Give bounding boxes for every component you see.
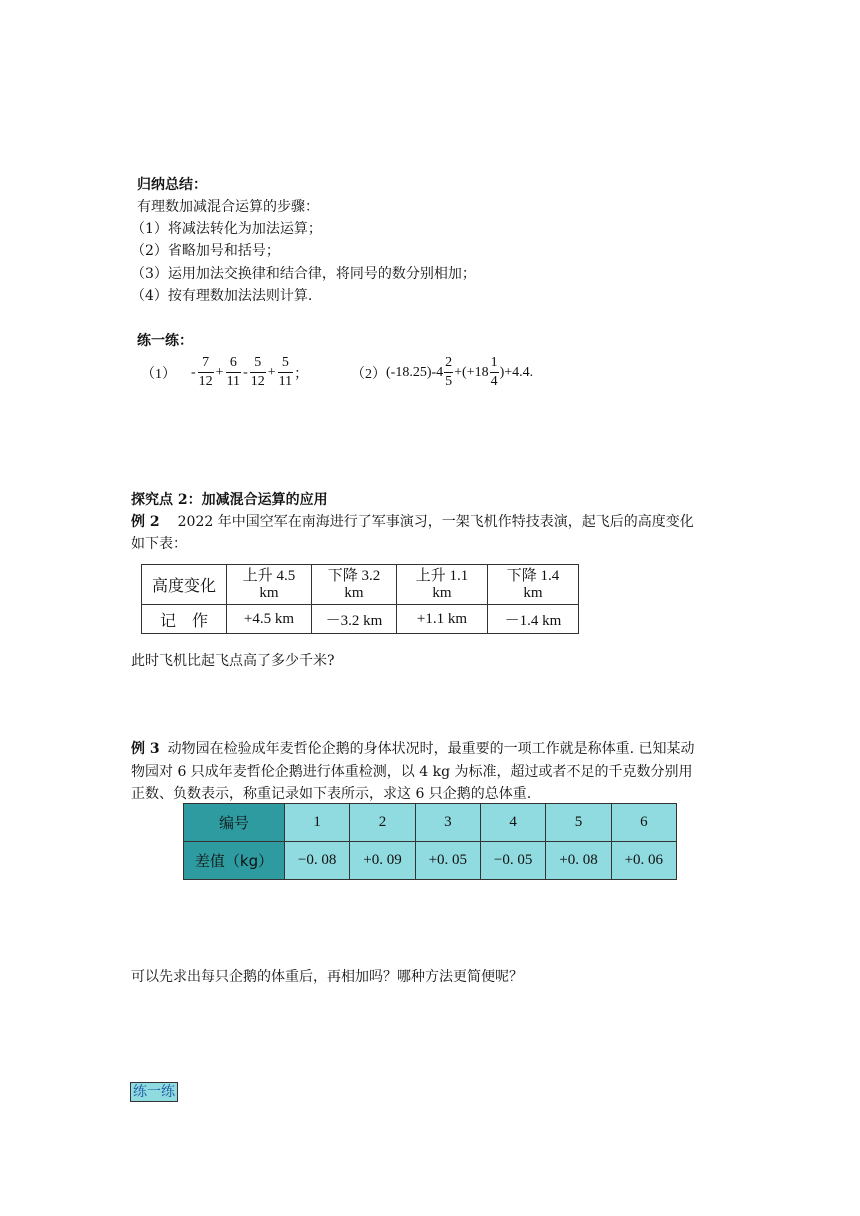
table-cell: 2 — [350, 804, 415, 842]
question-label: （2） — [351, 366, 386, 382]
expression-part: )+4.4. — [499, 364, 534, 380]
section-heading: 探究点 2：加减混合运算的应用 — [131, 492, 328, 508]
fraction: $\frac{2}{5}$ — [445, 355, 453, 389]
table-cell: 5 — [546, 804, 611, 842]
example2-line2: 如下表： — [131, 536, 187, 552]
practice-heading: 练一练： — [137, 333, 193, 349]
table-cell: 上升 1.1 km — [397, 565, 488, 605]
table-cell: 上升 4.5 km — [227, 565, 312, 605]
table-cell: 下降 1.4 km — [488, 565, 579, 605]
table-cell: +1.1 km — [397, 605, 488, 634]
minus-sign: - — [191, 364, 196, 380]
table-cell: +0. 05 — [415, 842, 480, 880]
example-text: 2022 年中国空军在南海进行了军事演习，一架飞机作特技表演，起飞后的高度变化 — [177, 514, 694, 530]
table-cell: 下降 3.2 km — [312, 565, 397, 605]
table-cell: －3.2 km — [312, 605, 397, 634]
expression-part: +(+18 — [454, 364, 489, 380]
table-cell: 6 — [611, 804, 676, 842]
table-header-cell: 编号 — [184, 804, 285, 842]
example-text: 动物园在检验成年麦哲伦企鹅的身体状况时，最重要的一项工作就是称体重. 已知某动 — [167, 741, 695, 757]
example3-question: 可以先求出每只企鹅的体重后，再相加吗？哪种方法更简便呢？ — [131, 969, 523, 985]
practice-label-box: 练一练 — [130, 1082, 178, 1102]
altitude-table — [141, 564, 579, 634]
table-row-label: 记 作 — [142, 605, 227, 634]
table-cell: －1.4 km — [488, 605, 579, 634]
practice-question-1 — [141, 354, 308, 391]
summary-intro: 有理数加减混合运算的步骤： — [137, 199, 319, 215]
summary-heading: 归纳总结： — [137, 177, 207, 193]
table-cell: +4.5 km — [227, 605, 312, 634]
semicolon: ； — [294, 366, 309, 382]
operator: + — [215, 364, 224, 380]
question-label: （1） — [141, 366, 176, 382]
table-cell: 3 — [415, 804, 480, 842]
example2-question: 此时飞机比起飞点高了多少千米? — [131, 653, 335, 669]
table-cell: +0. 09 — [350, 842, 415, 880]
fraction: $\frac{5}{12}$ — [250, 355, 265, 389]
table-header-cell: 差值（kg） — [184, 842, 285, 880]
table-cell: +0. 06 — [611, 842, 676, 880]
summary-step-1: （1）将减法转化为加法运算； — [131, 221, 322, 237]
example-label: 例 2 — [131, 514, 160, 530]
table-cell: −0. 08 — [285, 842, 350, 880]
example3-line2: 物园对 6 只成年麦哲伦企鹅进行体重检测，以 4 kg 为标准，超过或者不足的千克数分别用 — [131, 764, 693, 780]
table-cell: +0. 08 — [546, 842, 611, 880]
expression-part: (-18.25)-4 — [386, 364, 444, 380]
practice-question-2 — [351, 354, 533, 391]
penguin-weight-table — [183, 803, 677, 880]
fraction: $\frac{5}{11}$ — [278, 355, 293, 389]
operator: + — [267, 364, 276, 380]
summary-step-3: （3）运用加法交换律和结合律，将同号的数分别相加； — [131, 266, 476, 282]
example3-line3: 正数、负数表示，称重记录如下表所示，求这 6 只企鹅的总体重. — [131, 786, 532, 802]
operator: - — [243, 364, 248, 380]
summary-step-4: （4）按有理数加法法则计算. — [131, 288, 313, 304]
table-cell: −0. 05 — [480, 842, 545, 880]
table-cell: 1 — [285, 804, 350, 842]
example3-line1 — [131, 740, 695, 758]
summary-step-2: （2）省略加号和括号； — [131, 243, 280, 259]
example2-line1 — [131, 513, 694, 531]
fraction: $\frac{7}{12}$ — [198, 355, 213, 389]
table-header-cell: 高度变化 — [142, 565, 227, 605]
table-cell: 4 — [480, 804, 545, 842]
example-label: 例 3 — [131, 741, 160, 757]
fraction: $\frac{1}{4}$ — [490, 355, 498, 389]
fraction: $\frac{6}{11}$ — [226, 355, 241, 389]
